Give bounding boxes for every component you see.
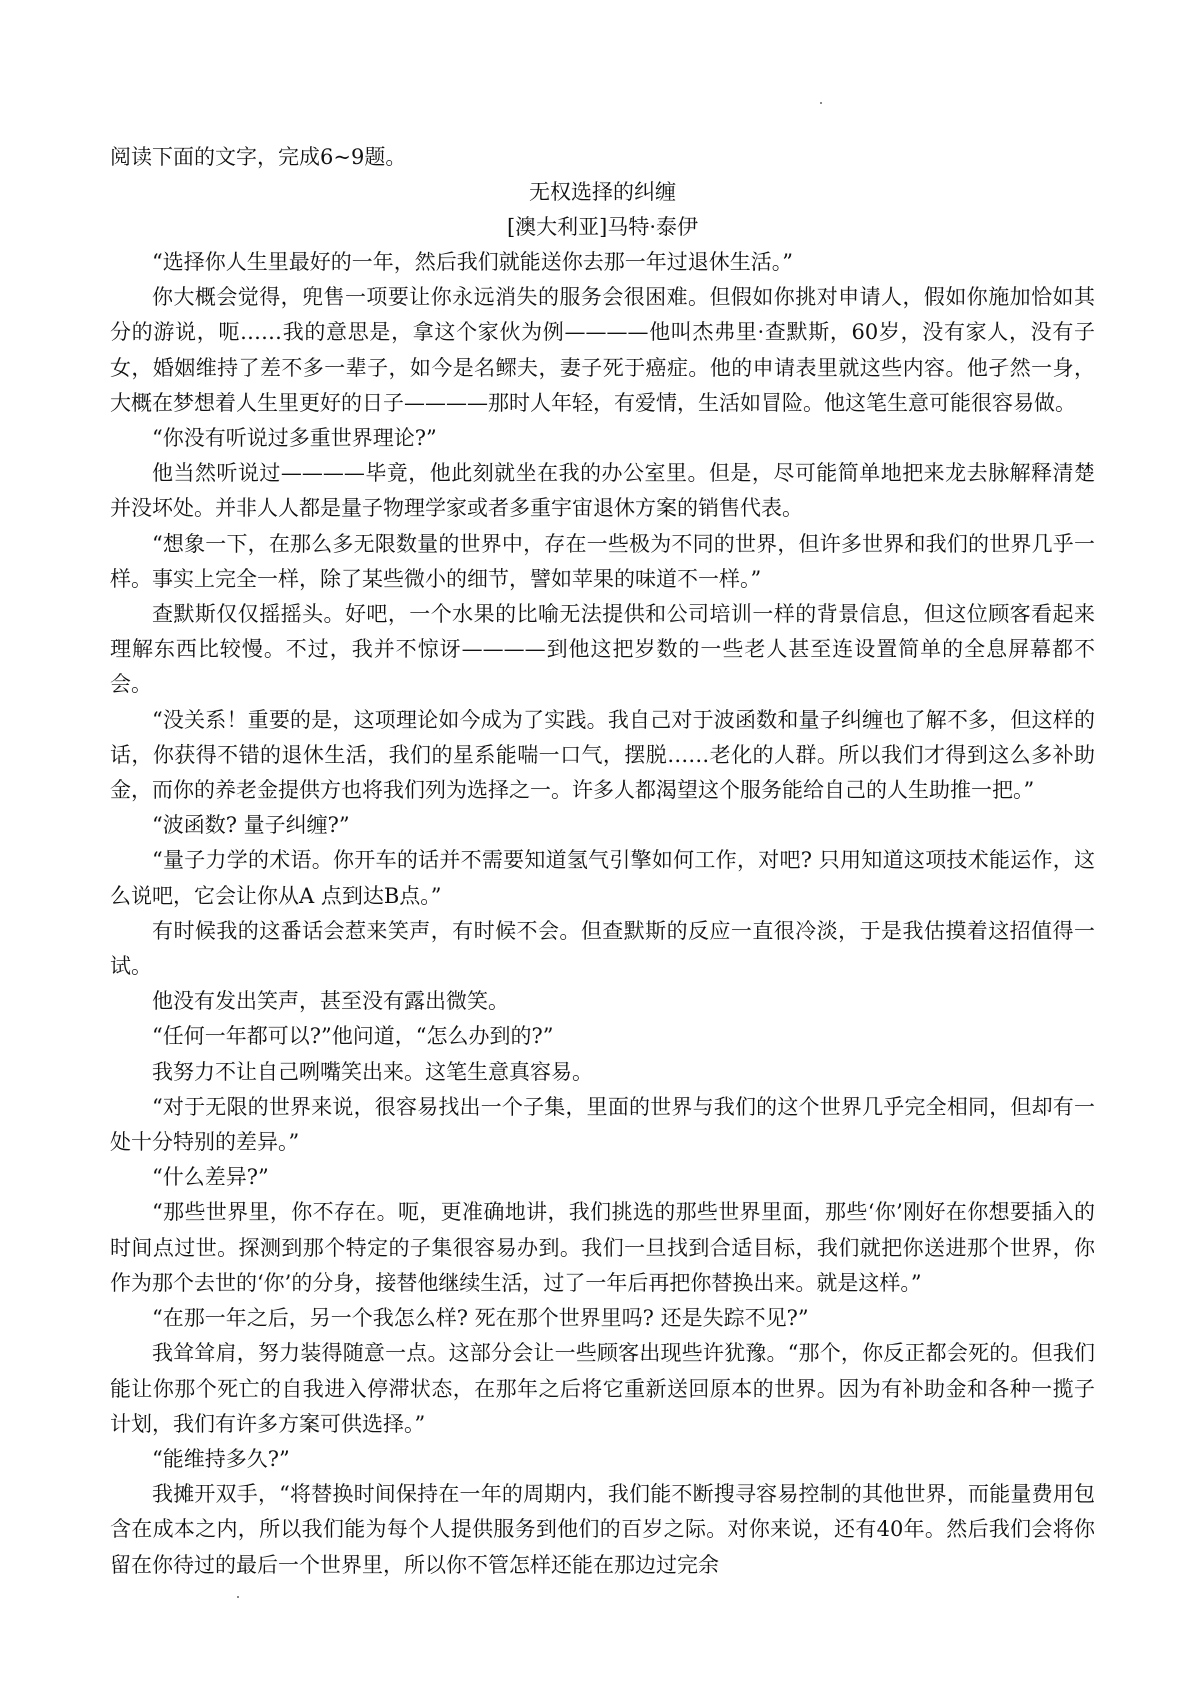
paragraph: “你没有听说过多重世界理论?” <box>152 426 437 451</box>
paragraph: “选择你人生里最好的一年，然后我们就能送你去那一年过退休生活。” <box>152 250 793 274</box>
document-page <box>110 140 1095 1583</box>
paragraph: 我耸耸肩，努力装得随意一点。这部分会让一些顾客出现些许犹豫。“那个，你反正都会死的。但我们能让你那个死亡的自我进入停滞状态，在那年之后将它重新送回原本的世界。因为有补助金和各种一揽子计划，我们有许多方案可供选择。” <box>110 1341 1095 1436</box>
reading-instruction: 阅读下面的文字，完成6~9题。 <box>110 145 407 169</box>
paragraph: “波函数? 量子纠缠?” <box>152 813 350 838</box>
paragraph: 我摊开双手，“将替换时间保持在一年的周期内，我们能不断搜寻容易控制的其他世界，而能量费用包含在成本之内，所以我们能为每个人提供服务到他们的百岁之际。对你来说，还有40年。然后我们会将你留在你待过的最后一个世界里，所以你不管怎样还能在那边过完余 <box>110 1482 1095 1577</box>
paragraph: “任何一年都可以?”他问道，“怎么办到的?” <box>152 1024 554 1049</box>
story-author: [澳大利亚]马特·泰伊 <box>506 215 699 239</box>
paragraph: 有时候我的这番话会惹来笑声，有时候不会。但查默斯的反应一直很冷淡，于是我估摸着这招值得一试。 <box>110 918 1095 979</box>
paragraph: “能维持多久?” <box>152 1446 290 1471</box>
paragraph: 他当然听说过————毕竟，他此刻就坐在我的办公室里。但是，尽可能简单地把来龙去脉解释清楚并没坏处。并非人人都是量子物理学家或者多重宇宙退休方案的销售代表。 <box>110 461 1095 521</box>
paragraph: 查默斯仅仅摇摇头。好吧，一个水果的比喻无法提供和公司培训一样的背景信息，但这位顾客看起来理解东西比较慢。不过，我并不惊讶————到他这把岁数的一些老人甚至连设置简单的全息屏幕都不会。 <box>110 602 1095 697</box>
story-title: 无权选择的纠缠 <box>529 180 676 204</box>
paragraph: “那些世界里，你不存在。呃，更准确地讲，我们挑选的那些世界里面，那些‘你’刚好在你想要插入的时间点过世。探测到那个特定的子集很容易办到。我们一旦找到合适目标，我们就把你送进那个世界，你作为那个去世的‘你’的分身，接替他继续生活，过了一年后再把你替换出来。就是这样。” <box>110 1200 1095 1295</box>
scan-speck-bottom <box>237 1596 239 1598</box>
paragraph: “在那一年之后，另一个我怎么样? 死在那个世界里吗? 还是失踪不见?” <box>152 1306 809 1331</box>
paragraph: “量子力学的术语。你开车的话并不需要知道氢气引擎如何工作，对吧? 只用知道这项技术能运作，这么说吧，它会让你从A 点到达B点。” <box>110 848 1095 908</box>
paragraph: “什么差异?” <box>152 1165 269 1190</box>
paragraph: 我努力不让自己咧嘴笑出来。这笔生意真容易。 <box>152 1059 593 1084</box>
paragraph: 你大概会觉得，兜售一项要让你永远消失的服务会很困难。但假如你挑对申请人，假如你施加恰如其分的游说，呃……我的意思是，拿这个家伙为例————他叫杰弗里·查默斯，60岁，没有家人，没有子女，婚姻维持了差不多一辈子，如今是名鳏夫，妻子死于癌症。他的申请表里就这些内容。他孑然一身，大概在梦想着人生里更好的日子————那时人年轻，有爱情，生活如冒险。他这笔生意可能很容易做。 <box>110 285 1095 415</box>
paragraph: 他没有发出笑声，甚至没有露出微笑。 <box>152 989 509 1014</box>
paragraph: “对于无限的世界来说，很容易找出一个子集，里面的世界与我们的这个世界几乎完全相同，但却有一处十分特别的差异。” <box>110 1094 1095 1155</box>
paragraph: “想象一下，在那么多无限数量的世界中，存在一些极为不同的世界，但许多世界和我们的世界几乎一样。事实上完全一样，除了某些微小的细节，譬如苹果的味道不一样。” <box>110 531 1095 591</box>
scan-speck-top <box>820 102 822 104</box>
paragraph: “没关系！重要的是，这项理论如今成为了实践。我自己对于波函数和量子纠缠也了解不多，但这样的话，你获得不错的退休生活，我们的星系能喘一口气，摆脱……老化的人群。所以我们才得到这么多补助金，而你的养老金提供方也将我们列为选择之一。许多人都渴望这个服务能给自己的人生助推一把。” <box>110 707 1095 803</box>
